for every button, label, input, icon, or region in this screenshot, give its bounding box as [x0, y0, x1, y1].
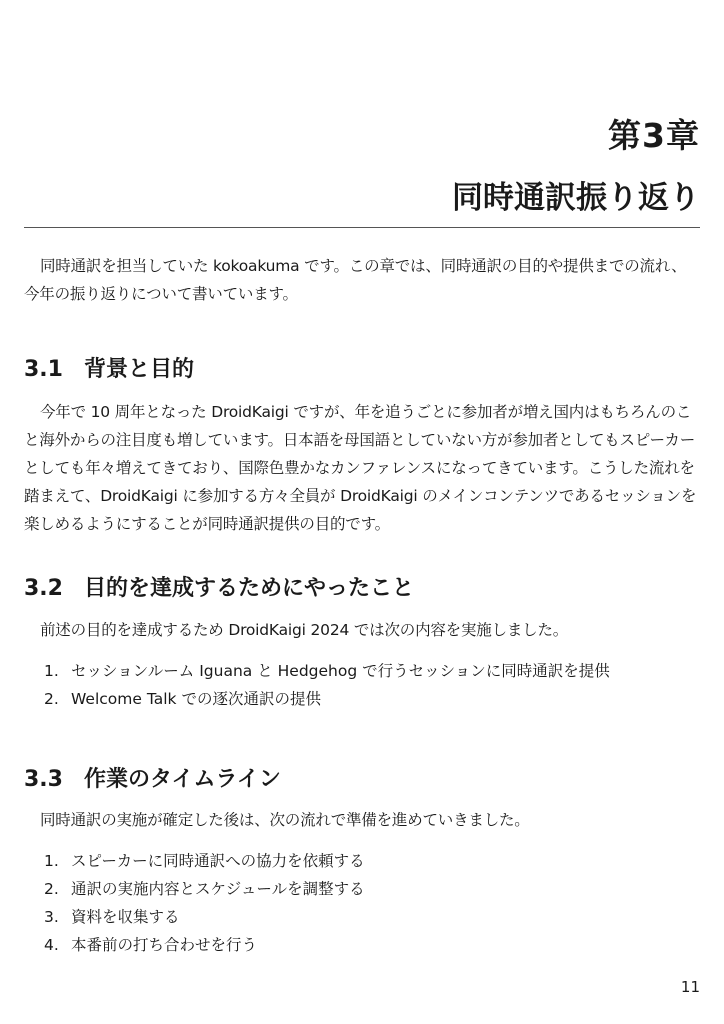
page-number: 11	[680, 978, 700, 996]
title-divider	[24, 227, 700, 228]
list-number: 1.	[44, 662, 59, 680]
list-item	[44, 931, 365, 959]
chapter-title: 同時通訳振り返り	[452, 180, 700, 216]
list-number: 1.	[44, 852, 59, 870]
chapter-number: 第3章	[608, 116, 700, 155]
section-heading-3-2	[24, 571, 414, 602]
list-text: セッションルーム Iguana と Hedgehog で行うセッションに同時通訳を提供	[71, 662, 610, 680]
section-heading-3-1	[24, 352, 194, 383]
section-title: 作業のタイムライン	[84, 767, 281, 792]
section-3-1-paragraph: 今年で 10 周年となった DroidKaigi ですが、年を追うごとに参加者が増え国内はもちろんのこと海外からの注目度も増しています。日本語を母国語としていない方が参加者としてもスピーカーとしても年々増えてきており、国際色豊かなカンファレンスになってきています。こうした流れを踏まえて、DroidKaigi に参加する方々全員が DroidKaigi のメインコンテンツであるセッションを楽しめるようにすることが同時通訳提供の目的です。	[24, 403, 697, 533]
list-number: 2.	[44, 690, 59, 708]
list-text: Welcome Talk での逐次通訳の提供	[71, 690, 321, 708]
section-title: 背景と目的	[84, 357, 195, 382]
section-heading-3-3	[24, 762, 281, 793]
list-number: 4.	[44, 936, 59, 954]
list-text: 通訳の実施内容とスケジュールを調整する	[71, 880, 365, 898]
section-3-2-paragraph: 前述の目的を達成するため DroidKaigi 2024 では次の内容を実施しました。	[40, 621, 569, 639]
list-item	[44, 875, 365, 903]
section-3-2-list	[44, 657, 610, 713]
list-item	[44, 685, 610, 713]
list-text: 資料を収集する	[71, 908, 180, 926]
list-item	[44, 847, 365, 875]
list-text: 本番前の打ち合わせを行う	[71, 936, 258, 954]
section-number: 3.2	[24, 576, 63, 601]
section-number: 3.1	[24, 357, 63, 382]
list-number: 2.	[44, 880, 59, 898]
list-item	[44, 657, 610, 685]
list-item	[44, 903, 365, 931]
section-number: 3.3	[24, 767, 63, 792]
section-title: 目的を達成するためにやったこと	[84, 576, 415, 601]
section-3-3-list	[44, 847, 365, 959]
list-number: 3.	[44, 908, 59, 926]
list-text: スピーカーに同時通訳への協力を依頼する	[71, 852, 365, 870]
section-3-3-paragraph: 同時通訳の実施が確定した後は、次の流れで準備を進めていきました。	[40, 811, 530, 829]
intro-paragraph: 同時通訳を担当していた kokoakuma です。この章では、同時通訳の目的や提供までの流れ、今年の振り返りについて書いています。	[24, 257, 687, 303]
